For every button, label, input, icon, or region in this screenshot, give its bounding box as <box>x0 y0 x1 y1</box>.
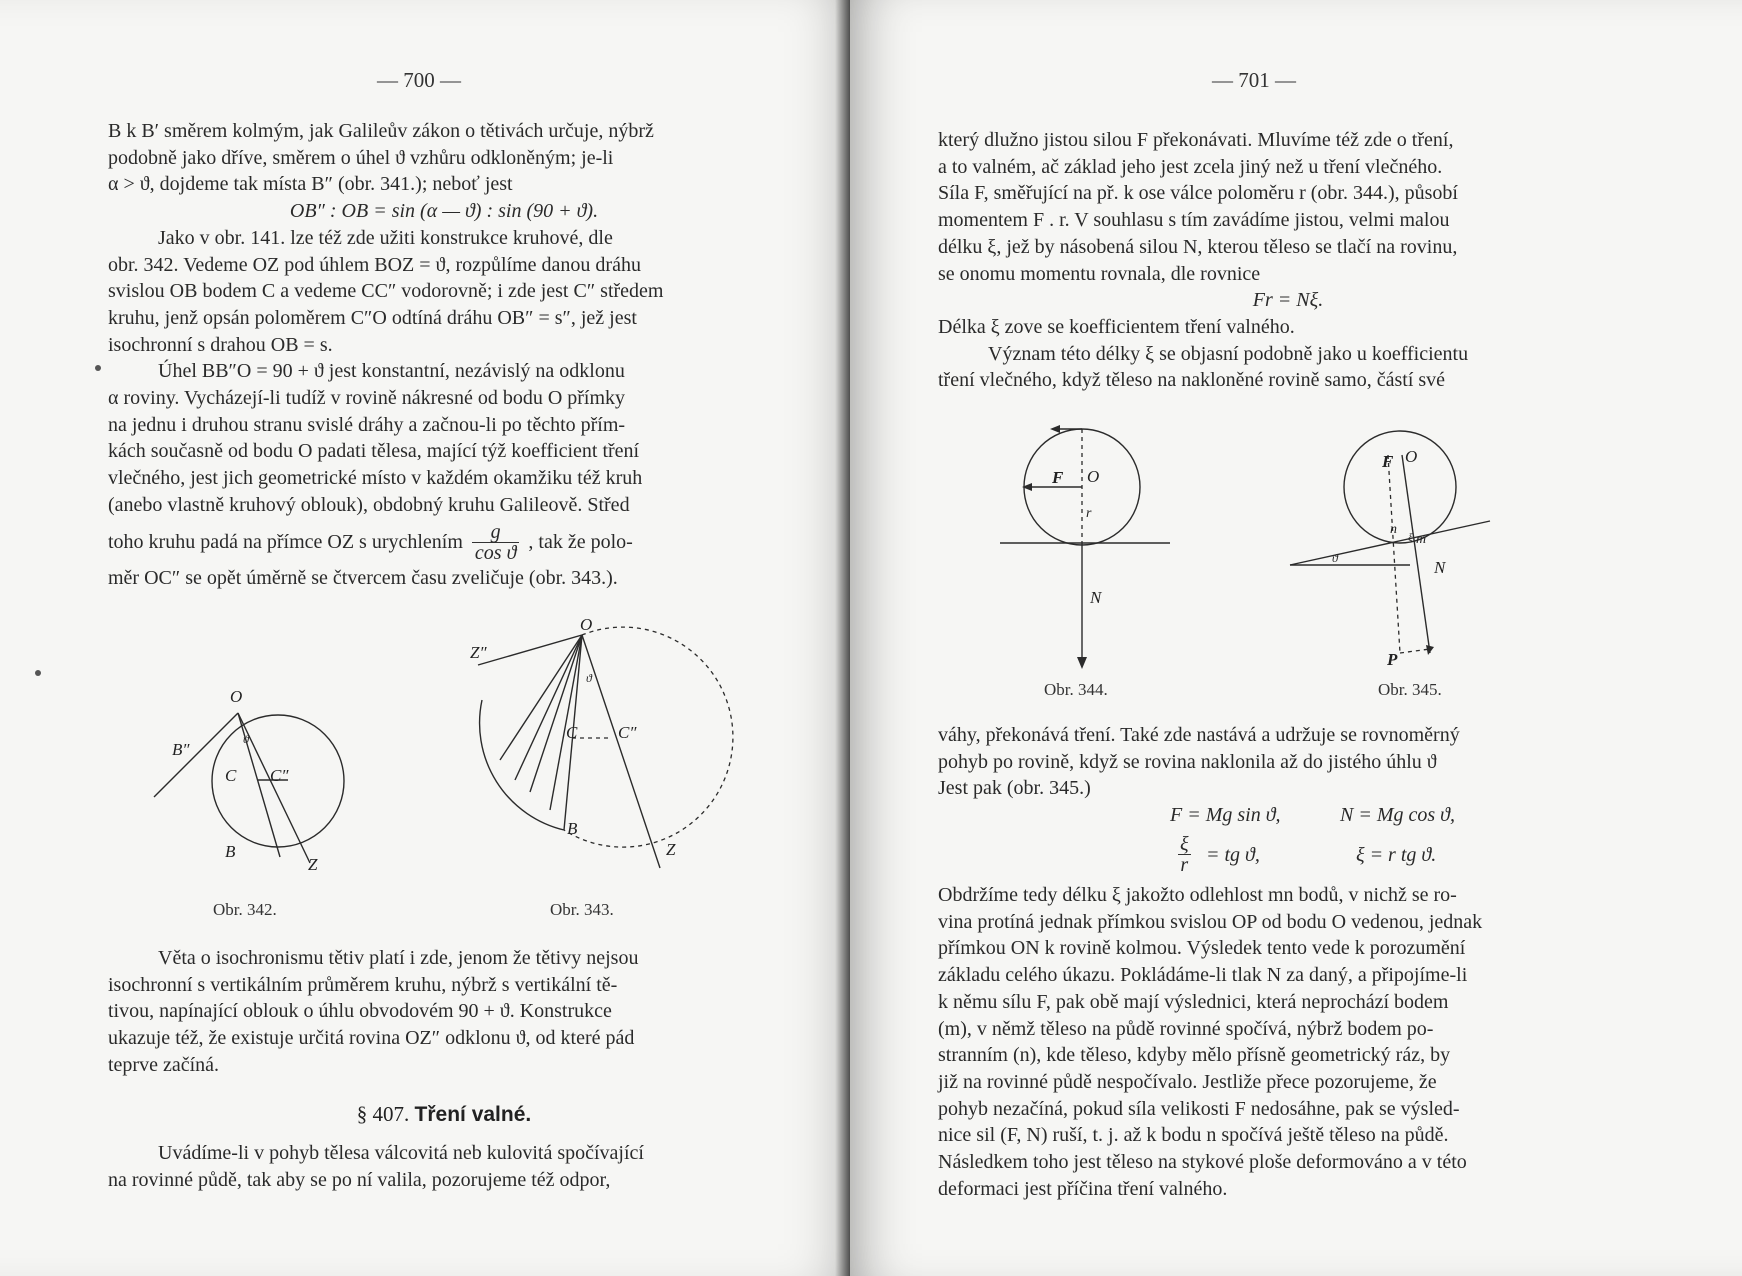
text-line: Význam této délky ξ se objasní podobně jako u koefficientu <box>988 342 1469 365</box>
fig344-label-f: F <box>1052 468 1064 487</box>
fig345-line-op <box>1388 455 1400 653</box>
equation-row-2 <box>938 832 1638 882</box>
page-number-right: — 701 — <box>1212 68 1296 92</box>
left-text-bottom <box>108 945 780 1079</box>
text-line: B k B′ směrem kolmým, jak Galileův zákon o tětivách určuje, nýbrž <box>108 120 654 142</box>
page-number-left: — 700 — <box>377 68 461 92</box>
fig342-label-b2: B″ <box>172 740 190 759</box>
text-line: Síla F, směřující na př. k ose válce poloměru r (obr. 344.), působí <box>938 182 1458 205</box>
text-line: Jest pak (obr. 345.) <box>938 777 1091 800</box>
text-line: nice sil (F, N) ruší, t. j. až k bodu n spočívá ještě těleso na půdě. <box>938 1124 1449 1147</box>
figure-342 <box>150 685 380 885</box>
fraction-g-cos: $\frac{g}{\text{cos ϑ}}$ <box>472 522 519 563</box>
right-text-middle <box>938 722 1638 802</box>
text-line: měr OC″ se opět úměrně se čtvercem času zveličuje (obr. 343.). <box>108 566 618 589</box>
text-line: deformaci jest příčina tření valného. <box>938 1177 1228 1200</box>
fig343-label-theta: ϑ <box>586 671 592 685</box>
text-line: isochronní s drahou OB = s. <box>108 333 333 356</box>
fig342-label-c: C <box>225 766 237 785</box>
text-line: pohyb nezačíná, pokud síla velikosti F nedosáhne, pak se výsled- <box>938 1097 1460 1120</box>
section-number: § 407. <box>356 1102 410 1126</box>
text-line: na rovinné půdě, tak aby se po ní valila, pozorujeme též odpor, <box>108 1168 611 1191</box>
fig345-label-xi: ξ <box>1408 532 1413 544</box>
text-line: Obdržíme tedy délku ξ jakožto odlehlost mn bodů, v nichž se ro- <box>938 884 1457 906</box>
text-line-fraction: toho kruhu padá na přímce OZ s urychlením $\frac{g}{\text{cos ϑ}}$ , tak že polo- <box>108 521 633 565</box>
caption-344: Obr. 344. <box>1044 680 1108 699</box>
fig344-arrow-f-top <box>1050 425 1060 433</box>
text-line: základu celého úkazu. Pokládáme-li tlak N za daný, a připojíme-li <box>938 964 1468 987</box>
fig342-label-theta: ϑ <box>243 732 249 746</box>
fig343-arc <box>564 627 733 847</box>
equation-row-1 <box>938 804 1638 832</box>
fig343-line-z2 <box>478 635 582 665</box>
fig344-label-n: N <box>1090 588 1102 607</box>
fig345-label-o: O <box>1405 447 1418 466</box>
fig345-label-n-point: n <box>1390 522 1397 537</box>
text-line: Věta o isochronismu tětiv platí i zde, jenom že tětivy nejsou <box>158 947 639 969</box>
eq-f-mg-sin: F = Mg sin ϑ, <box>1170 804 1281 826</box>
figure-345 <box>1290 425 1520 675</box>
eq-xi-r-tg: ξ = r tg ϑ. <box>1356 844 1437 866</box>
text-line: kách současně od bodu O padati tělesa, mající týž koefficient tření <box>108 440 640 463</box>
caption-342: Obr. 342. <box>213 900 277 919</box>
fig343-label-c2: C″ <box>618 723 637 742</box>
text-line: kruhu, jenž opsán poloměrem C″O odtíná dráhu OB″ = s″, jež jest <box>108 306 637 329</box>
eq-n-mg-cos: N = Mg cos ϑ, <box>1340 804 1455 826</box>
fig343-label-z2: Z″ <box>470 643 487 662</box>
fig343-line-oz <box>582 635 660 868</box>
figure-343 <box>470 615 720 880</box>
left-text-top <box>108 118 780 591</box>
fig345-arrow-n <box>1426 645 1434 655</box>
caption-345: Obr. 345. <box>1378 680 1442 699</box>
section-heading-407 <box>108 1102 780 1127</box>
text-line: α roviny. Vycházejí-li tudíž v rovině nákresné od bodu O přímky <box>108 387 626 410</box>
fig345-label-p: P <box>1387 650 1398 669</box>
left-text-final <box>108 1140 780 1193</box>
text-line: Jako v obr. 141. lze též zde užiti konstrukce kruhové, dle <box>158 226 613 249</box>
equation-block <box>938 804 1638 882</box>
fig343-label-z: Z <box>666 840 676 859</box>
figure-344 <box>1000 425 1180 675</box>
left-page <box>0 0 850 1276</box>
eq-fraction-xi-r: ξ r <box>1180 833 1189 876</box>
text-line: (anebo vlastně kruhový oblouk), obdobný kruhu Galileově. Střed <box>108 493 630 516</box>
text-line: se onomu momentu rovnala, dle rovnice <box>938 262 1261 285</box>
fig343-label-b: B <box>567 819 578 838</box>
eq-tg-theta: = tg ϑ, <box>1206 844 1260 866</box>
text-line: stranním (n), kde těleso, kdyby mělo přísně geometrický ráz, by <box>938 1044 1451 1067</box>
text-line: vina protíná jednak přímkou svislou OP od bodu O vedenou, jednak <box>938 910 1483 933</box>
text-line: vlečného, jest jich geometrické místo v každém okamžiku též kruh <box>108 467 643 490</box>
text-line: tivou, napínající oblouk o úhlu obvodovém 90 + ϑ. Konstrukce <box>108 1000 612 1023</box>
fig343-label-o: O <box>580 615 593 634</box>
fig345-label-n-force: N <box>1434 558 1446 577</box>
text-line: na jednu i druhou stranu svislé dráhy a začnou-li po těchto přím- <box>108 413 626 436</box>
fig344-label-r: r <box>1086 506 1092 521</box>
fig343-label-c: C <box>566 723 578 742</box>
fig344-arrow-n <box>1077 657 1087 669</box>
text-line: tření vlečného, když těleso na nakloněné rovině samo, částí své <box>938 369 1446 392</box>
text-line: váhy, překonává tření. Také zde nastává a udržuje se rovnoměrný <box>938 724 1460 746</box>
text-line: Úhel BB″O = 90 + ϑ jest konstantní, nezávislý na odklonu <box>158 360 625 383</box>
text-line: (m), v němž těleso na půdě rovinné spočívá, nýbrž bodem po- <box>938 1017 1434 1040</box>
fig345-label-f: F <box>1382 452 1394 471</box>
text-line: Následkem toho jest těleso na stykové ploše deformováno a v této <box>938 1151 1467 1174</box>
text-line: již na rovinné půdě nespočívalo. Jestliže přece pozorujeme, že <box>938 1070 1437 1093</box>
text-line: teprve začíná. <box>108 1053 220 1076</box>
text-line: a to valném, ač základ jeho jest zcela jiný než u tření vlečného. <box>938 155 1443 178</box>
text-line: momentem F . r. V souhlasu s tím zavádíme jistou, velmi malou <box>938 209 1450 232</box>
caption-343: Obr. 343. <box>550 900 614 919</box>
fig345-label-m: m <box>1416 532 1427 547</box>
text-line: isochronní s vertikálním průměrem kruhu, nýbrž s vertikální tě- <box>108 973 618 996</box>
equation-fr: Fr = Nξ. <box>1252 289 1324 312</box>
text-line: který dlužno jistou silou F překonávati. Mluvíme též zde o tření, <box>938 129 1454 151</box>
fig342-label-b: B <box>225 842 236 861</box>
fig345-line-on <box>1402 455 1430 653</box>
text-line: ukazuje též, že existuje určitá rovina OZ″ odklonu ϑ, od které pád <box>108 1027 635 1050</box>
text-line: α > ϑ, dojdeme tak místa B″ (obr. 341.); neboť jest <box>108 173 513 196</box>
fig342-label-c2: C″ <box>270 766 289 785</box>
text-line: přímkou ON k rovině kolmou. Výsledek tento vede k porozumění <box>938 937 1466 960</box>
fig345-label-theta: ϑ <box>1332 551 1338 565</box>
text-line: pohyb po rovině, když se rovina naklonila až do jistého úhlu ϑ <box>938 750 1437 773</box>
fig342-label-z: Z <box>308 855 318 874</box>
margin-mark <box>35 670 41 676</box>
fig344-label-o: O <box>1087 467 1100 486</box>
text-line: podobně jako dříve, směrem o úhel ϑ vzhůru odkloněným; je-li <box>108 146 614 169</box>
text-line: obr. 342. Vedeme OZ pod úhlem BOZ = ϑ, rozpůlíme danou dráhu <box>108 253 641 276</box>
right-text-top <box>938 127 1638 394</box>
text-line: Uvádíme-li v pohyb tělesa válcovitá neb kulovitá spočívající <box>158 1142 644 1164</box>
margin-mark <box>95 365 101 371</box>
fig345-line-pn <box>1400 649 1430 653</box>
right-text-bottom <box>938 882 1638 1202</box>
text-line: k němu sílu F, pak obě mají výslednici, která neprochází bodem <box>938 990 1449 1013</box>
fig343-ray <box>515 635 582 780</box>
text-line: svislou OB bodem C a vedeme CC″ vodorovně; i zde jest C″ středem <box>108 280 664 303</box>
fig342-label-o: O <box>230 687 243 706</box>
right-page <box>850 0 1742 1276</box>
equation-ob: OB″ : OB = sin (α — ϑ) : sin (90 + ϑ). <box>289 200 599 223</box>
text-line: délku ξ, jež by násobená silou N, kterou těleso se tlačí na rovinu, <box>938 235 1458 258</box>
section-title: Tření valné. <box>414 1103 532 1126</box>
fig345-circle <box>1344 431 1456 543</box>
text-line: Délka ξ zove se koefficientem tření valného. <box>938 315 1295 338</box>
